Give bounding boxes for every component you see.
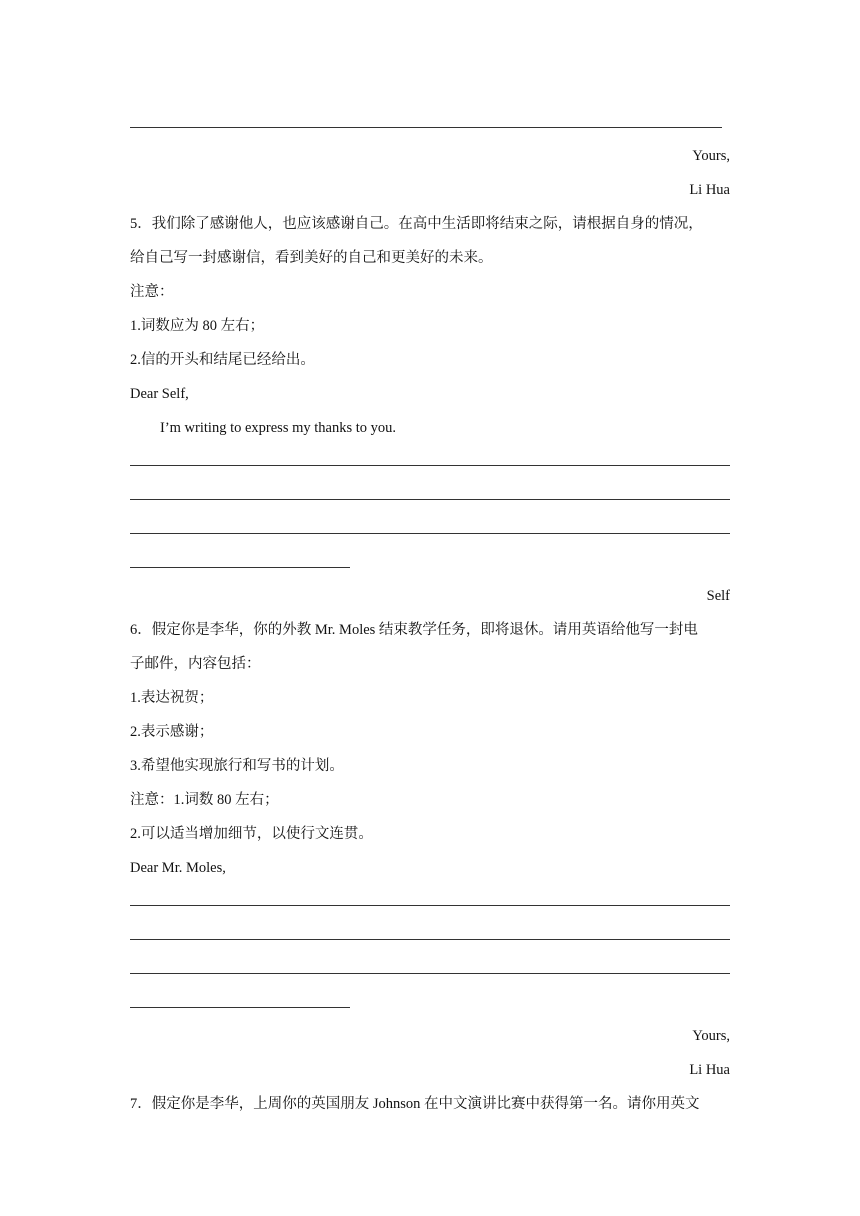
q5-note-1: 1.词数应为 80 左右； xyxy=(130,318,265,334)
answer-line xyxy=(130,567,350,568)
answer-line xyxy=(130,533,730,534)
q4-signature: Li Hua xyxy=(689,182,730,198)
q5-prompt-line2: 给自己写一封感谢信，看到美好的自己和更美好的未来。 xyxy=(130,250,493,266)
q6-notes-1: 注意：1.词数 80 左右； xyxy=(130,792,279,808)
answer-line xyxy=(130,127,722,128)
q7-prompt-line1: 7．假定你是李华，上周你的英国朋友 Johnson 在中文演讲比赛中获得第一名。请你用英文 xyxy=(130,1096,700,1112)
q5-prompt-line1: 5．我们除了感谢他人，也应该感谢自己。在高中生活即将结束之际，请根据自身的情况， xyxy=(130,216,703,232)
answer-line xyxy=(130,465,730,466)
q6-notes-2: 2.可以适当增加细节，以使行文连贯。 xyxy=(130,826,373,842)
answer-line xyxy=(130,939,730,940)
q6-salutation: Dear Mr. Moles, xyxy=(130,860,226,876)
q6-signature: Li Hua xyxy=(689,1062,730,1078)
answer-line xyxy=(130,973,730,974)
q5-signature: Self xyxy=(706,588,730,604)
q6-closing: Yours, xyxy=(692,1028,730,1044)
answer-line xyxy=(130,499,730,500)
answer-line xyxy=(130,1007,350,1008)
q5-opening-sentence: I’m writing to express my thanks to you. xyxy=(160,420,397,436)
q5-notes-title: 注意： xyxy=(130,284,174,300)
q5-note-2: 2.信的开头和结尾已经给出。 xyxy=(130,352,315,368)
q6-point-1: 1.表达祝贺； xyxy=(130,690,214,706)
q5-salutation: Dear Self, xyxy=(130,386,189,402)
q6-point-2: 2.表示感谢； xyxy=(130,724,214,740)
q6-point-3: 3.希望他实现旅行和写书的计划。 xyxy=(130,758,344,774)
answer-line xyxy=(130,905,730,906)
q6-prompt-line1: 6．假定你是李华，你的外教 Mr. Moles 结束教学任务，即将退休。请用英语给他写一封电 xyxy=(130,622,698,638)
q6-prompt-line2: 子邮件，内容包括： xyxy=(130,656,261,672)
q4-closing: Yours, xyxy=(692,148,730,164)
